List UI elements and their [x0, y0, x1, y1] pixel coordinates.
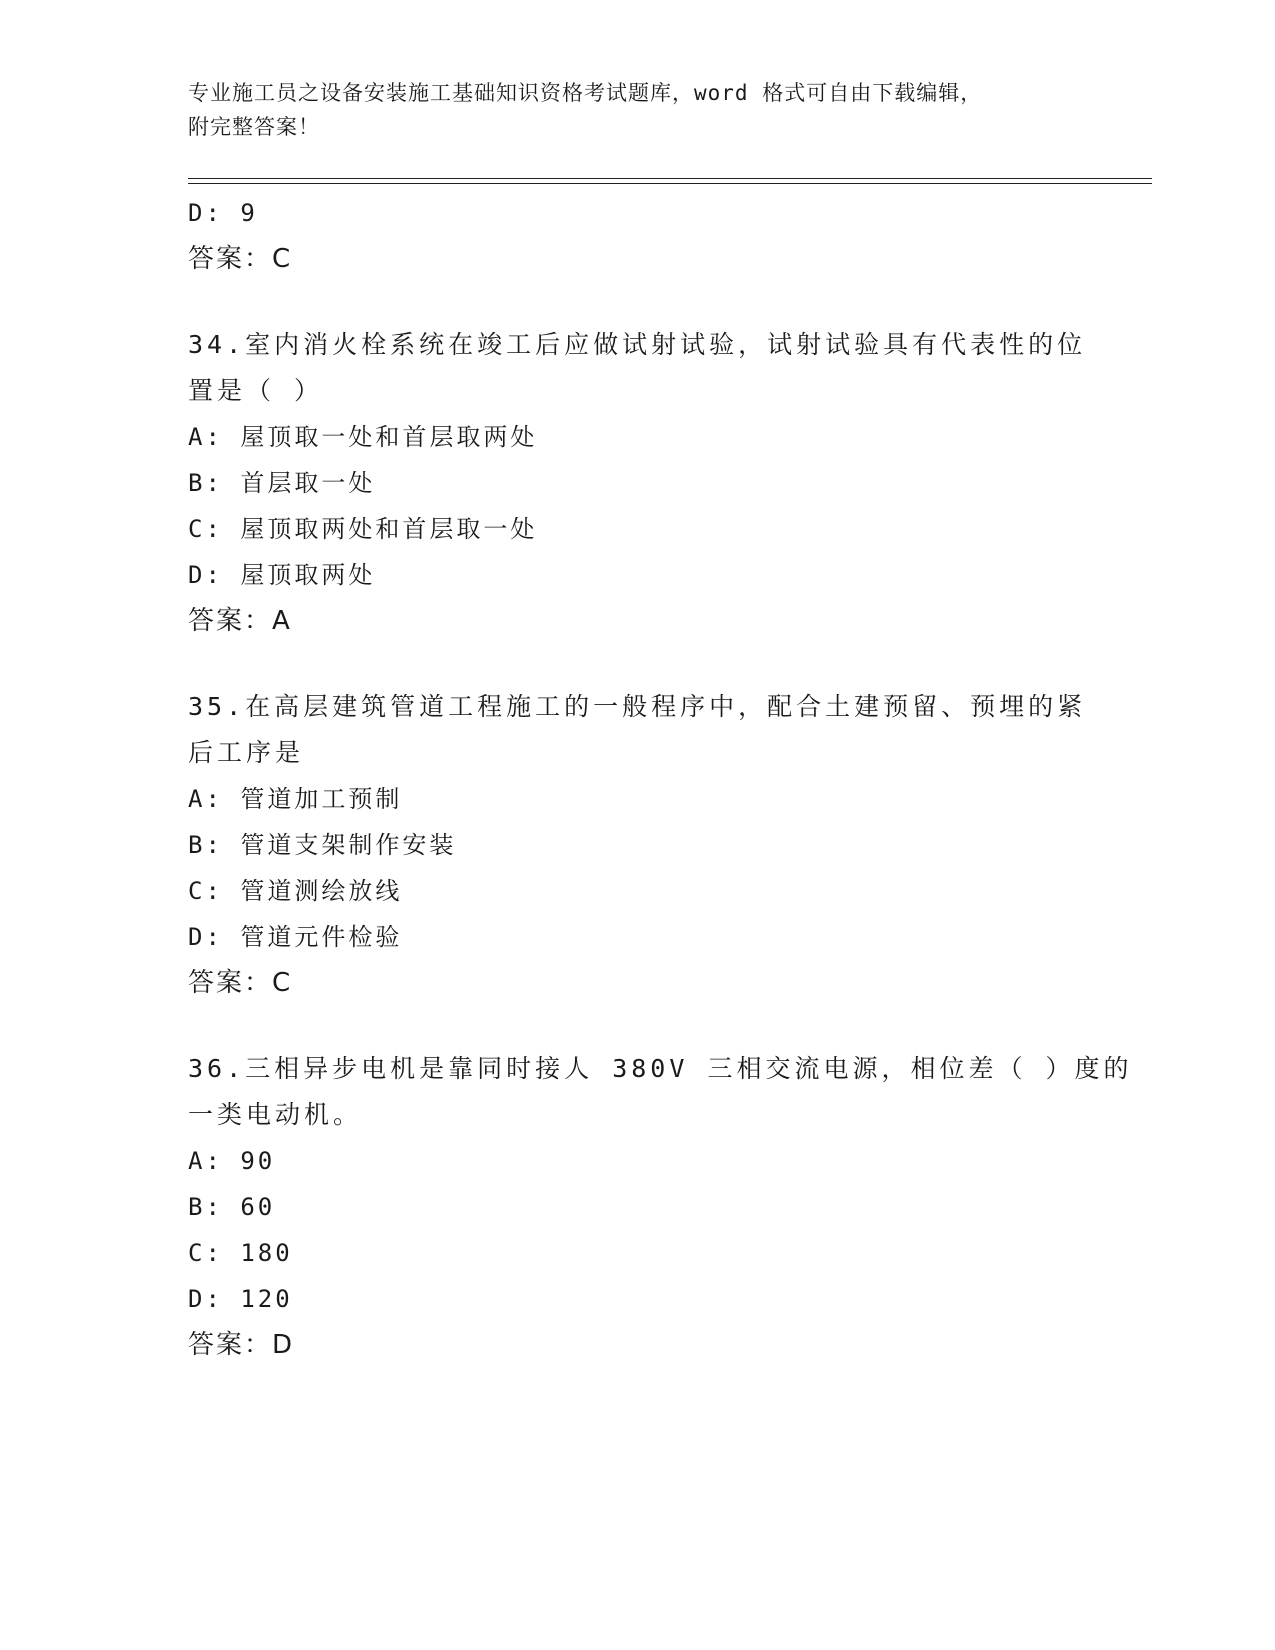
document-header: [188, 76, 1068, 144]
question-stem-line-2: 一类电动机。: [188, 1100, 363, 1129]
option-d: D: 9: [188, 199, 258, 227]
question-stem-line-2: 置是（ ）: [188, 376, 324, 405]
header-divider-bottom: [188, 183, 1152, 184]
option-c: C: 屋顶取两处和首层取一处: [188, 515, 538, 543]
header-divider-top: [188, 178, 1152, 179]
question-stem-line-1: 35.在高层建筑管道工程施工的一般程序中，配合土建预留、预埋的紧: [188, 692, 1087, 721]
answer-line: 答案：C: [188, 968, 293, 998]
option-d: D: 屋顶取两处: [188, 561, 376, 589]
option-d: D: 120: [188, 1285, 293, 1313]
answer-line: 答案：C: [188, 244, 293, 274]
option-b: B: 首层取一处: [188, 469, 376, 497]
option-a: A: 90: [188, 1147, 276, 1175]
previous-question-tail: [188, 190, 1088, 282]
question-stem-line-1: 34.室内消火栓系统在竣工后应做试射试验，试射试验具有代表性的位: [188, 330, 1087, 359]
header-line-1: 专业施工员之设备安装施工基础知识资格考试题库，word 格式可自由下载编辑，: [188, 81, 983, 105]
option-c: C: 管道测绘放线: [188, 877, 403, 905]
question-stem-line-1: 36.三相异步电机是靠同时接人 380V 三相交流电源，相位差（ ）度的: [188, 1054, 1133, 1083]
document-body: [188, 190, 1133, 1368]
header-line-2: 附完整答案！: [188, 115, 320, 139]
question-35: [188, 684, 1088, 1006]
question-34: [188, 322, 1088, 644]
question-36: [188, 1046, 1133, 1368]
option-b: B: 60: [188, 1193, 276, 1221]
option-b: B: 管道支架制作安装: [188, 831, 457, 859]
answer-line: 答案：A: [188, 606, 292, 636]
answer-line: 答案：D: [188, 1330, 295, 1360]
option-d: D: 管道元件检验: [188, 923, 403, 951]
question-stem-line-2: 后工序是: [188, 738, 305, 767]
option-c: C: 180: [188, 1239, 293, 1267]
option-a: A: 屋顶取一处和首层取两处: [188, 423, 538, 451]
option-a: A: 管道加工预制: [188, 785, 403, 813]
